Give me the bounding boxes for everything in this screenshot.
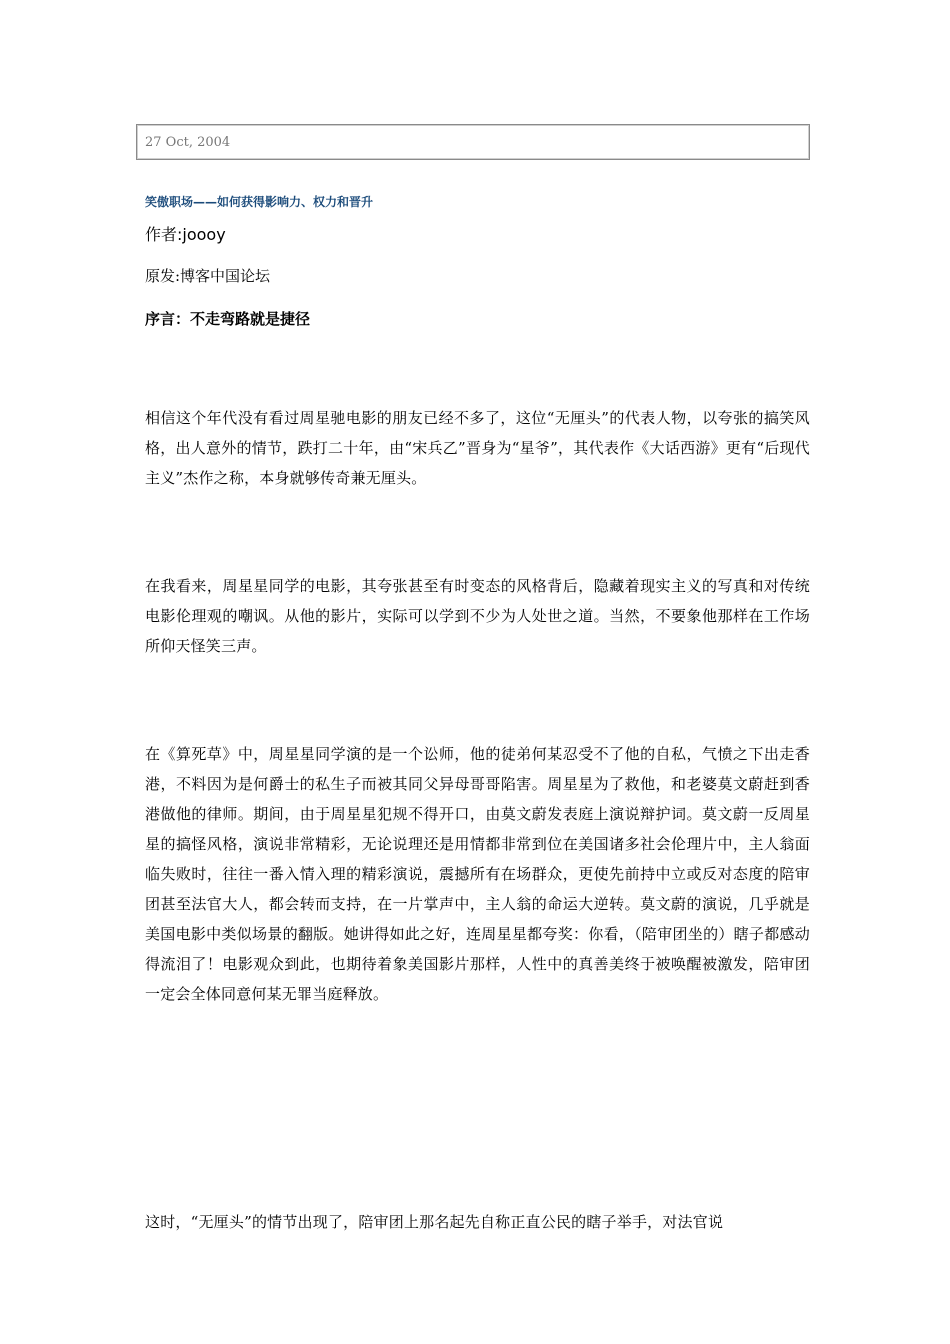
- preface-heading: 序言：不走弯路就是捷径: [145, 310, 311, 328]
- body-paragraph: 在《算死草》中，周星星同学演的是一个讼师，他的徒弟何某忍受不了他的自私，气愤之下出走香港，不料因为是何爵士的私生子而被其同父异母哥哥陷害。周星星为了救他，和老婆莫文蔚赶到香港做他的律师。期间，由于周星星犯规不得开口，由莫文蔚发表庭上演说辩护词。莫文蔚一反周星星的搞怪风格，演说非常精彩，无论说理还是用情都非常到位在美国诸多社会伦理片中，主人翁面临失败时，往往一番入情入理的精彩演说，震撼所有在场群众，更使先前持中立或反对态度的陪审团甚至法官大人，都会转而支持，在一片掌声中，主人翁的命运大逆转。莫文蔚的演说，几乎就是美国电影中类似场景的翻版。她讲得如此之好，连周星星都夸奖：你看，（陪审团坐的）瞎子都感动得流泪了！电影观众到此，也期待着象美国影片那样，人性中的真善美终于被唤醒被激发，陪审团一定会全体同意何某无罪当庭释放。: [145, 745, 810, 1003]
- body-paragraph: 这时，“无厘头”的情节出现了，陪审团上那名起先自称正直公民的瞎子举手，对法官说: [145, 1213, 724, 1231]
- article-source: 原发:博客中国论坛: [145, 267, 271, 285]
- body-paragraph: 相信这个年代没有看过周星驰电影的朋友已经不多了，这位“无厘头”的代表人物，以夸张的搞笑风格，出人意外的情节，跌打二十年，由“宋兵乙”晋身为“星爷”，其代表作《大话西游》更有“后现代主义”杰作之称，本身就够传奇兼无厘头。: [145, 409, 810, 487]
- body-paragraph: 在我看来，周星星同学的电影，其夸张甚至有时变态的风格背后，隐藏着现实主义的写真和对传统电影伦理观的嘲讽。从他的影片，实际可以学到不少为人处世之道。当然，不要象他那样在工作场所仰天怪笑三声。: [145, 577, 810, 655]
- article-title: 笑傲职场——如何获得影响力、权力和晋升: [145, 195, 374, 209]
- post-date: 27 Oct, 2004: [145, 135, 231, 150]
- date-box: [136, 124, 810, 160]
- article-author: 作者:joooy: [145, 225, 226, 244]
